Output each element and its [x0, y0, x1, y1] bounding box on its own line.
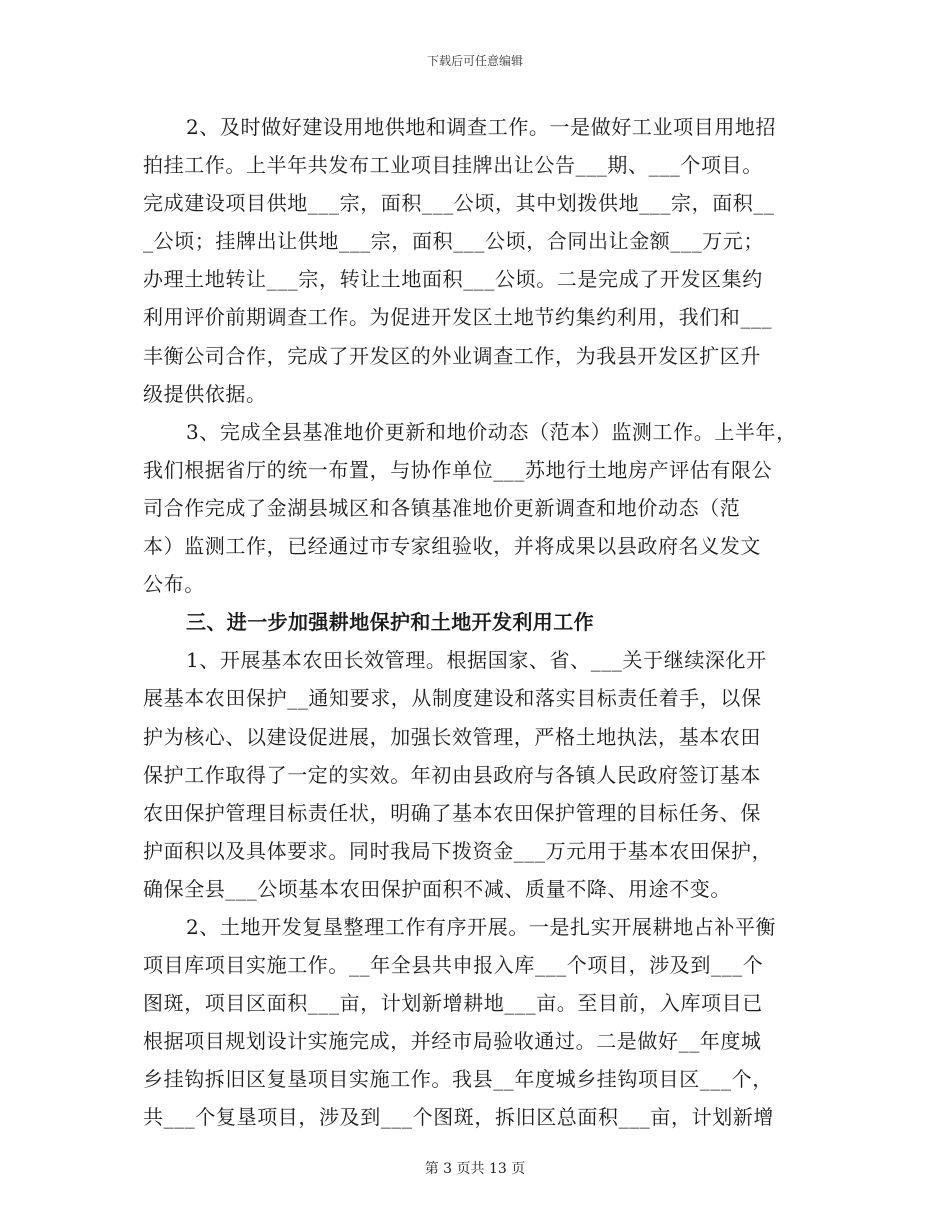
paragraph-line: 展基本农田保护__通知要求，从制度建设和落实目标责任着手，以保 — [143, 686, 762, 711]
paragraph-line: 项目库项目实施工作。__年全县共申报入库___个项目，涉及到___个 — [143, 953, 764, 978]
paragraph-line: 利用评价前期调查工作。为促进开发区土地节约集约利用，我们和___ — [143, 305, 773, 330]
paragraph-line: 完成建设项目供地___宗，面积___公顷，其中划拨供地___宗，面积__ — [143, 191, 775, 216]
paragraph-line: 乡挂钩拆旧区复垦项目实施工作。我县__年度城乡挂钩项目区___个， — [143, 1067, 773, 1092]
paragraph-line: 农田保护管理目标责任状，明确了基本农田保护管理的目标任务、保 — [143, 800, 761, 825]
paragraph-line: 丰衡公司合作，完成了开发区的外业调查工作，为我县开发区扩区升 — [143, 343, 761, 368]
paragraph-line: 护面积以及具体要求。同时我局下拨资金___万元用于基本农田保护， — [143, 838, 773, 863]
paragraph-line: 2、土地开发复垦整理工作有序开展。一是扎实开展耕地占补平衡 — [186, 914, 777, 939]
paragraph-line: 根据项目规划设计实施完成，并经市局验收通过。二是做好__年度城 — [143, 1029, 762, 1054]
paragraph-line: 办理土地转让___宗，转让土地面积___公顷。二是完成了开发区集约 — [143, 267, 763, 292]
paragraph-line: 1、开展基本农田长效管理。根据国家、省、___关于继续深化开 — [186, 648, 767, 673]
paragraph-line: 我们根据省厅的统一布置，与协作单位___苏地行土地房产评估有限公 — [143, 457, 773, 482]
paragraph-line: 保护工作取得了一定的实效。年初由县政府与各镇人民政府签订基本 — [143, 762, 761, 787]
page-number-footer: 第 3 页共 13 页 — [424, 1161, 526, 1177]
paragraph-line: 确保全县___公顷基本农田保护面积不减、质量不降、用途不变。 — [143, 876, 731, 901]
section-heading: 三、进一步加强耕地保护和土地开发利用工作 — [186, 610, 594, 635]
paragraph-line: 拍挂工作。上半年共发布工业项目挂牌出让公告___期、___个项目。 — [143, 153, 763, 178]
paragraph-line: 3、完成全县基准地价更新和地价动态（范本）监测工作。上半年， — [186, 419, 797, 444]
paragraph-line: 护为核心、以建设促进展，加强长效管理，严格土地执法，基本农田 — [143, 724, 761, 749]
page-header-note: 下载后可任意编辑 — [426, 54, 523, 68]
paragraph-line: 本）监测工作，已经通过市专家组验收，并将成果以县政府名义发文 — [143, 534, 761, 559]
paragraph-line: 共___个复垦项目，涉及到___个图斑，拆旧区总面积___亩，计划新增 — [143, 1105, 774, 1130]
paragraph-line: _公顷；挂牌出让供地___宗，面积___公顷，合同出让金额___万元； — [143, 229, 764, 254]
document-body — [143, 108, 813, 1137]
paragraph-line: 2、及时做好建设用地供地和调查工作。一是做好工业项目用地招 — [186, 115, 777, 139]
paragraph-line: 图斑，项目区面积___亩，计划新增耕地___亩。至目前，入库项目已 — [143, 991, 763, 1016]
paragraph-line: 公布。 — [143, 572, 205, 597]
paragraph-line: 司合作完成了金湖县城区和各镇基准地价更新调查和地价动态（范 — [143, 495, 741, 520]
paragraph-line: 级提供依据。 — [143, 381, 267, 406]
